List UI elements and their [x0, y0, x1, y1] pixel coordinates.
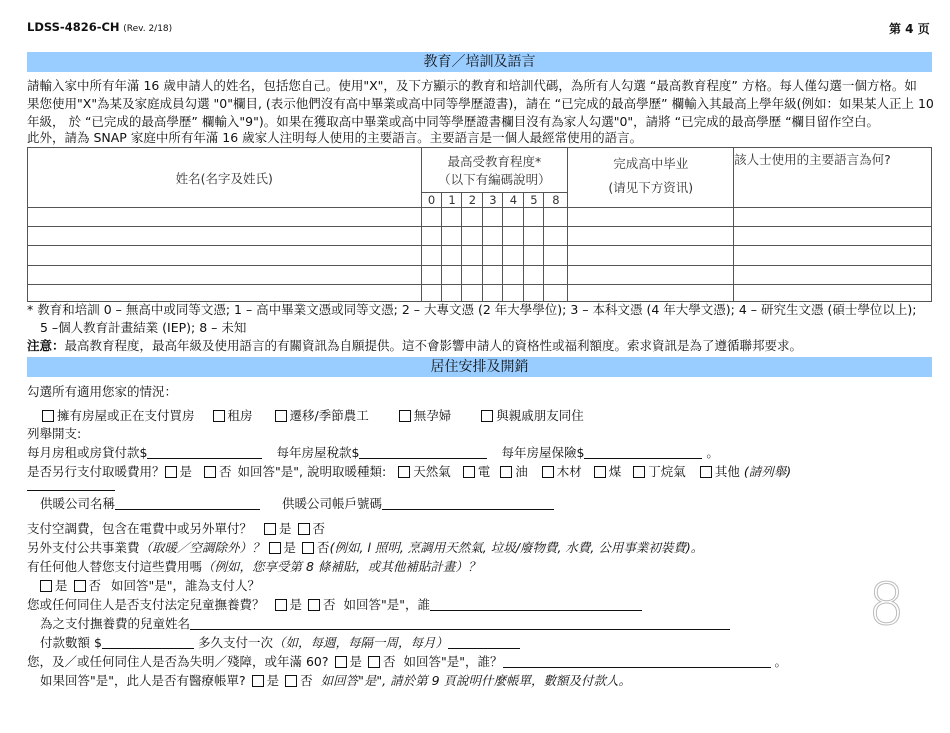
- frequency-field[interactable]: [448, 637, 520, 649]
- utility-row: 另外支付公共事業費（取暖／空調除外）？ 是 否(例如, l 照明, 烹調用天然氣, 垃圾/廢物費, 水費, 公用事業初裝費)。: [27, 540, 704, 555]
- disabled-yes-checkbox[interactable]: [335, 656, 347, 668]
- heating-no-checkbox[interactable]: [204, 466, 216, 478]
- code-0: 0: [421, 193, 442, 208]
- disabled-row: 您，及／或任何同住人是否為失明／殘障，或年滿 60? 是 否 如回答"是"，誰？ 。: [27, 654, 788, 669]
- note: 注意：最高教育程度，最高年級及使用語言的有關資訊為自願提供。這不會影響申請人的資格性或福利額度。索求資訊是為了遵循聯邦要求。: [27, 338, 803, 353]
- col-name-header: 姓名(名字及姓氏): [28, 148, 422, 208]
- child-name-field[interactable]: [190, 618, 730, 630]
- rent-field[interactable]: [147, 447, 262, 459]
- code-2: 2: [462, 193, 483, 208]
- amount-field[interactable]: [102, 637, 194, 649]
- heating-electric-checkbox[interactable]: [463, 466, 475, 478]
- medical-yes-checkbox[interactable]: [252, 675, 264, 687]
- checkbox-own[interactable]: 擁有房屋或正在支付買房: [42, 408, 195, 423]
- checkbox-rent[interactable]: 租房: [213, 408, 253, 423]
- expenses-row: 每月房租或房貸付款$ 每年房屋稅款$ 每年房屋保險$ 。: [27, 445, 719, 460]
- tax-field[interactable]: [359, 447, 487, 459]
- ac-yes-checkbox[interactable]: [264, 523, 276, 535]
- insurance-field[interactable]: [584, 447, 702, 459]
- table-row[interactable]: [28, 285, 932, 302]
- others-no-checkbox[interactable]: [74, 580, 86, 592]
- footnote: * 教育和培訓 0 – 無高中或同等文憑; 1 – 高中畢業文憑或同等文憑; 2 – 大專文憑 (2 年大學學位); 3 – 本科文憑 (4 年大學文憑); 4 – 研究生文憑 (碩士學位以上);: [27, 302, 917, 317]
- education-table: [27, 147, 932, 302]
- col-grad-header: 完成高中毕业 (请见下方资讯): [568, 148, 734, 208]
- account-field[interactable]: [382, 498, 554, 510]
- child-name-row: 為之支付撫養費的兒童姓名: [40, 614, 730, 633]
- footnote: 5 –個人教育計畫結業 (IEP); 8 – 未知: [40, 320, 247, 335]
- section-housing-title: 居住安排及開銷: [27, 357, 932, 377]
- code-8: 8: [544, 193, 568, 208]
- ac-row: 支付空調費，包含在電費中或另外單付？ 是 否: [27, 521, 326, 536]
- checkbox-pregnant[interactable]: 無孕婦: [399, 408, 452, 423]
- heating-other-checkbox[interactable]: [700, 466, 712, 478]
- check-all-label: 勾選所有適用您家的情況：: [27, 384, 178, 399]
- disabled-who-field[interactable]: [503, 656, 771, 668]
- disabled-no-checkbox[interactable]: [368, 656, 380, 668]
- col-lang-header: 該人士使用的主要語言為何?: [734, 148, 932, 208]
- page-number: 第 4 页: [889, 22, 930, 36]
- child-no-checkbox[interactable]: [308, 599, 320, 611]
- form-id: LDSS-4826-CH (Rev. 2/18): [27, 20, 173, 34]
- heating-row: 是否另行支付取暖費用？ 是 否 如回答"是", 說明取暖種類: 天然氣 電 油 木材 煤 丁烷氣 其他 (請列舉): [27, 464, 792, 479]
- table-row[interactable]: [28, 208, 932, 227]
- list-expenses-label: 列舉開支:: [27, 426, 82, 441]
- checkbox-relatives[interactable]: 與親戚朋友同住: [481, 408, 584, 423]
- utility-no-checkbox[interactable]: [302, 542, 314, 554]
- company-field[interactable]: [115, 498, 260, 510]
- heating-oil-checkbox[interactable]: [500, 466, 512, 478]
- heating-wood-checkbox[interactable]: [542, 466, 554, 478]
- table-row[interactable]: [28, 246, 932, 266]
- situation-options: [42, 406, 584, 425]
- medical-row: 如果回答"是"，此人是否有醫療帳單? 是 否 如回答"是", 請於第 9 頁說明什麼帳單，數額及付款人。: [40, 673, 632, 688]
- watermark-digit: 8: [868, 570, 905, 638]
- checkbox-migrant[interactable]: 遷移/季節農工: [275, 408, 369, 423]
- code-1: 1: [442, 193, 462, 208]
- child-yes-checkbox[interactable]: [275, 599, 287, 611]
- section-education-title: 教育／培訓及語言: [27, 52, 932, 72]
- heating-coal-checkbox[interactable]: [594, 466, 606, 478]
- others-pay-row: 有任何他人替您支付這些費用嗎（例如，您享受第 8 條補貼，或其他補貼計畫）？: [27, 559, 481, 574]
- code-3: 3: [483, 193, 503, 208]
- code-5: 5: [524, 193, 544, 208]
- other-heating-field[interactable]: [27, 490, 115, 491]
- heating-yes-checkbox[interactable]: [165, 466, 177, 478]
- child-amount-row: 付款數額 $ 多久支付一次（如，每週，每隔一周，每月）: [40, 633, 520, 652]
- heating-butane-checkbox[interactable]: [633, 466, 645, 478]
- table-row[interactable]: [28, 227, 932, 246]
- medical-no-checkbox[interactable]: [285, 675, 297, 687]
- others-yes-checkbox[interactable]: [40, 580, 52, 592]
- utility-yes-checkbox[interactable]: [269, 542, 281, 554]
- child-support-row: 您或任何同住人是否支付法定兒童撫養費？ 是 否 如回答"是"，誰: [27, 595, 642, 614]
- others-pay-answer: 是 否 如回答"是"，誰為支付人？: [40, 576, 260, 595]
- intro-line: 此外，請為 SNAP 家庭中所有年滿 16 歲家人注明每人使用的主要語言。主要語言是一個人最經常使用的語言。: [27, 130, 643, 145]
- heating-gas-checkbox[interactable]: [398, 466, 410, 478]
- child-who-field[interactable]: [430, 599, 642, 611]
- code-4: 4: [503, 193, 524, 208]
- col-edu-header: 最高受教育程度* （以下有編碼說明）: [421, 148, 568, 193]
- table-row[interactable]: [28, 266, 932, 285]
- intro-line: 果您使用"X"為某及家庭成員勾選 "0"欄目, (表示他們沒有高中畢業或高中同等學歷證書)，請在 “已完成的最高學歷” 欄輸入其最高上學年級(例如：如果某人正上 10: [27, 96, 934, 111]
- ac-no-checkbox[interactable]: [298, 523, 310, 535]
- heating-company-row: 供暖公司名稱 供暖公司帳戶號碼: [40, 494, 554, 513]
- intro-line: 年級， 於 “已完成的最高學歷” 欄輸入"9")。如果在獲取高中畢業或高中同等學歷證書欄目沒有為家人勾選"0"，請將 “已完成的最高學歷 “欄目留作空白。: [27, 114, 880, 129]
- intro-line: 請輸入家中所有年滿 16 歲申請人的姓名，包括您自己。使用"X"，及下方顯示的教育和培訓代碼，為所有人勾選 “最高教育程度” 方格。每人僅勾選一個方格。如: [27, 78, 917, 93]
